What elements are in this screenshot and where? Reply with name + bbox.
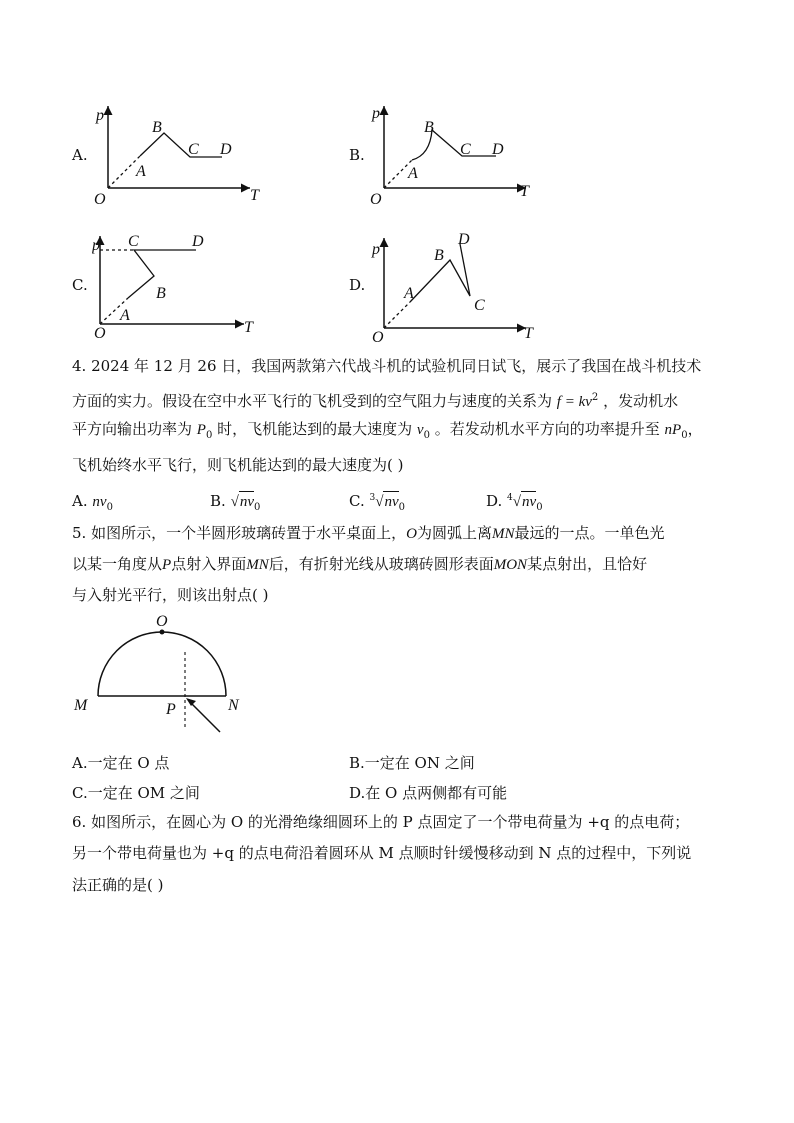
semicircle-arc <box>98 632 226 696</box>
t-axis-label: T <box>250 187 259 204</box>
graph-c <box>92 228 272 343</box>
graph-a-curve <box>140 133 222 157</box>
p-axis-label: p <box>96 107 104 124</box>
label-o: O <box>156 613 168 630</box>
q5-option-b[interactable]: B.一定在 ON 之间 <box>349 754 475 772</box>
point-c-label: C <box>128 233 139 250</box>
origin-label: O <box>94 191 106 208</box>
p-symbol: P <box>162 557 172 573</box>
o-symbol: O <box>406 526 417 542</box>
point-a-label: A <box>136 163 146 180</box>
q5-line-1b: 为圆弧上离 <box>416 524 492 542</box>
label-m: M <box>74 697 88 714</box>
q4-line-3: 平方向输出功率为 $P_0$ 时，飞机能达到的最大速度为 $v_0$ 。若发动机水平方向的功率提升至 $nP_0$， <box>72 420 703 441</box>
t-axis-label: T <box>524 325 533 342</box>
t-axis-label: T <box>244 319 253 336</box>
point-a-label: A <box>120 307 130 324</box>
velocity-symbol: v <box>416 422 424 438</box>
q4-option-c[interactable] <box>349 492 405 513</box>
point-c-label: C <box>460 141 471 158</box>
option-expr: nv <box>384 494 399 510</box>
point-a-label: A <box>408 165 418 182</box>
q4-line-3a: 平方向输出功率为 <box>72 420 193 438</box>
point-b-label: B <box>152 119 162 136</box>
label-p: P <box>166 701 176 718</box>
option-letter: B. <box>210 492 226 510</box>
p-axis-label: p <box>372 105 380 122</box>
new-power-subscript: 0 <box>681 430 688 441</box>
point-d-label: D <box>492 141 504 158</box>
point-b-label: B <box>434 247 444 264</box>
q5-line-2c: 后，有折射光线从玻璃砖圆形表面 <box>268 555 494 573</box>
point-d-label: D <box>458 231 470 248</box>
root-index: 4 <box>507 493 513 503</box>
q5-line-3: 与入射光平行，则该出射点( ) <box>72 586 269 604</box>
q5-option-d[interactable]: D.在 O 点两侧都有可能 <box>349 784 508 802</box>
q4-option-b[interactable] <box>210 492 260 513</box>
q5-line-1a: 5. 如图所示，一个半圆形玻璃砖置于水平桌面上， <box>72 524 407 542</box>
point-d-label: D <box>192 233 204 250</box>
q4-line-2-tail: ，发动机水 <box>603 392 679 410</box>
q6-line-3: 法正确的是( ) <box>72 876 164 894</box>
q4-option-a[interactable] <box>72 492 113 513</box>
option-subscript: 0 <box>398 502 406 513</box>
option-letter: C. <box>349 492 365 510</box>
q5-option-c[interactable]: C.一定在 OM 之间 <box>72 784 200 802</box>
point-c-label: C <box>474 297 485 314</box>
q4-line-2-text: 方面的实力。假设在空中水平飞行的飞机受到的空气阻力与速度的关系为 <box>72 392 553 410</box>
point-c-label: C <box>188 141 199 158</box>
q4-option-d[interactable] <box>486 492 543 513</box>
q5-line-1 <box>72 518 664 550</box>
option-subscript: 0 <box>536 502 543 513</box>
point-a-label: A <box>404 285 414 302</box>
t-axis-label: T <box>520 183 529 200</box>
power-subscript: 0 <box>205 430 213 441</box>
q5-line-2d: 某点射出，且恰好 <box>527 555 648 573</box>
q6-line-2: 另一个带电荷量也为 +q 的点电荷沿着圆环从 M 点顺时针缓慢移动到 N 点的过程中，下列说 <box>72 844 692 862</box>
origin-label: O <box>372 329 384 346</box>
point-o-dot <box>160 630 165 635</box>
mn-symbol: MN <box>246 557 269 573</box>
option-expr: nv <box>92 494 107 510</box>
origin-label: O <box>370 191 382 208</box>
option-subscript: 0 <box>253 502 261 513</box>
power-symbol: P <box>196 422 206 438</box>
mon-symbol: MON <box>493 557 528 573</box>
q4-line-4: 飞机始终水平飞行，则飞机能达到的最大速度为( ) <box>72 456 404 474</box>
q4-line-3c: 。若发动机水平方向的功率提升至 <box>434 420 660 438</box>
point-b-label: B <box>156 285 166 302</box>
q5-line-2a: 以某一角度从 <box>72 555 163 573</box>
option-subscript: 0 <box>106 502 113 513</box>
option-c-label: C. <box>72 276 88 294</box>
option-letter: D. <box>486 492 503 510</box>
option-letter: A. <box>72 492 88 510</box>
mn-symbol: MN <box>491 526 515 542</box>
q5-line-2b: 点射入界面 <box>171 555 247 573</box>
label-n: N <box>228 697 239 714</box>
graph-b <box>368 100 548 210</box>
graph-a <box>92 100 272 210</box>
drag-formula: f = kv <box>556 394 592 410</box>
ray-arrow-icon <box>186 698 196 706</box>
sqrt-icon: √ <box>230 494 239 510</box>
velocity-subscript: 0 <box>423 430 430 441</box>
point-b-label: B <box>424 119 434 136</box>
p-axis-label: p <box>92 237 100 254</box>
formula-exponent: 2 <box>591 392 599 403</box>
semicircle-figure <box>72 612 252 740</box>
q6-line-1: 6. 如图所示，在圆心为 O 的光滑绝缘细圆环上的 P 点固定了一个带电荷量为 +q 的点电荷； <box>72 813 690 831</box>
option-b-label: B. <box>349 146 365 164</box>
q4-line-3b: 时，飞机能达到的最大速度为 <box>217 420 413 438</box>
option-expr: nv <box>522 494 537 510</box>
new-power-symbol: nP <box>664 422 682 438</box>
option-d-label: D. <box>349 276 366 294</box>
cbrt-icon: √ <box>375 494 384 510</box>
option-a-label: A. <box>72 146 88 164</box>
p-axis-label: p <box>372 241 380 258</box>
root-index: 3 <box>369 493 376 503</box>
origin-label: O <box>94 325 106 342</box>
graph-d <box>368 228 548 346</box>
option-expr: nv <box>239 494 254 510</box>
q5-option-a[interactable]: A.一定在 O 点 <box>72 754 170 772</box>
fourth-root-icon: √ <box>512 494 522 510</box>
q4-line-2 <box>72 382 678 418</box>
q4-line-1: 4. 2024 年 12 月 26 日，我国两款第六代战斗机的试验机同日试飞，展示了我国在战斗机技术 <box>72 357 702 375</box>
q5-line-2 <box>72 549 647 581</box>
point-d-label: D <box>220 141 232 158</box>
q5-line-1c: 最远的一点。一单色光 <box>514 524 665 542</box>
incident-ray <box>188 700 220 732</box>
